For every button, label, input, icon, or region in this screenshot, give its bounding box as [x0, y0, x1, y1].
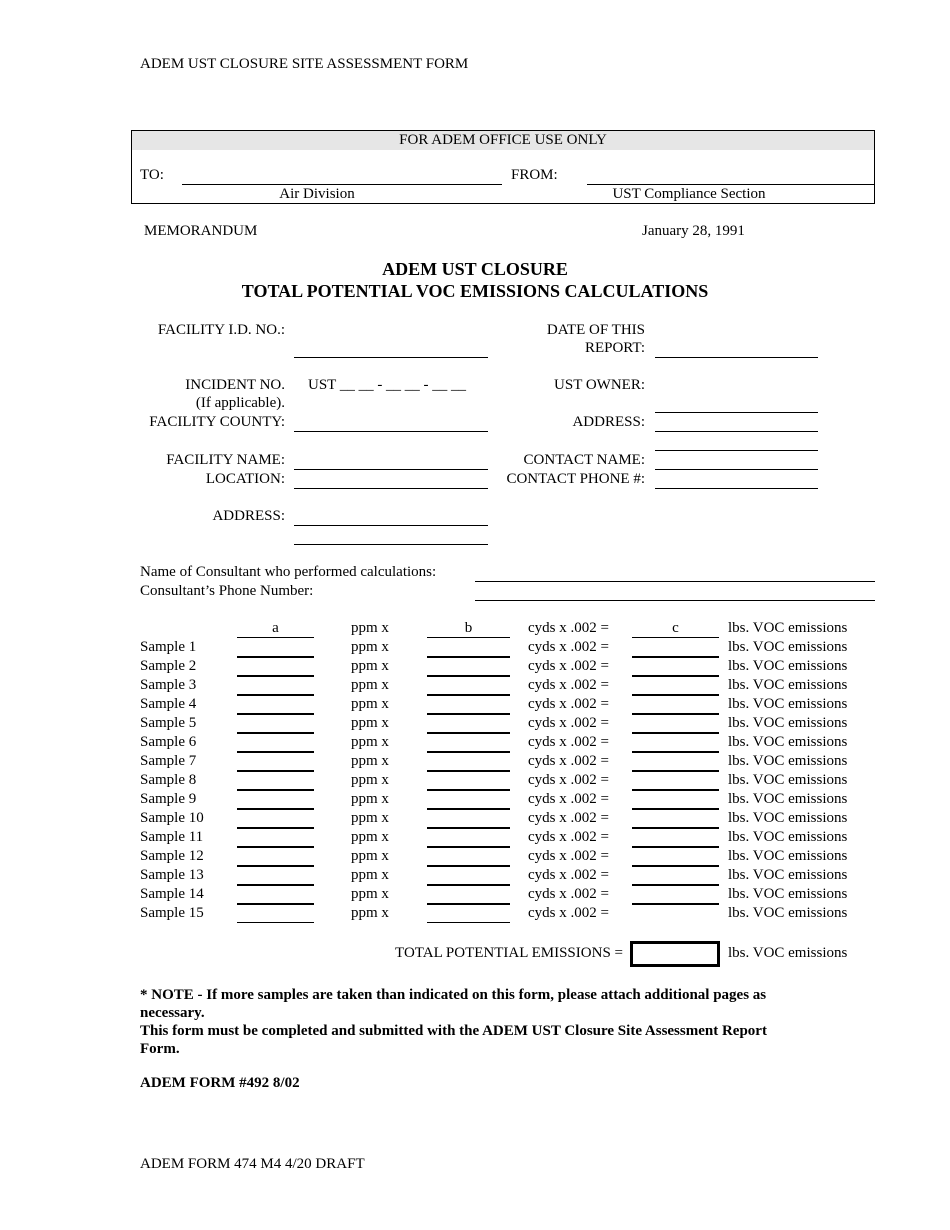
sample-lbs-label: lbs. VOC emissions: [728, 677, 848, 693]
sample-ppm-label: ppm x: [351, 791, 389, 807]
header-ppm: ppm x: [351, 620, 389, 636]
location-label: LOCATION:: [205, 471, 285, 487]
sample-label: Sample 5: [140, 715, 197, 731]
facility-id-label: FACILITY I.D. NO.:: [157, 322, 285, 338]
sample-cyds-label: cyds x .002 =: [528, 715, 609, 731]
footer-draft: ADEM FORM 474 M4 4/20 DRAFT: [140, 1156, 365, 1172]
col-b-header: b: [427, 620, 510, 638]
sample-a-field[interactable]: [237, 789, 314, 791]
sample-b-field[interactable]: [427, 713, 510, 715]
sample-label: Sample 12: [140, 848, 204, 864]
total-lbs-label: lbs. VOC emissions: [728, 945, 848, 961]
consultant-phone-field[interactable]: [475, 600, 875, 601]
note-submission: This form must be completed and submitted with the ADEM UST Closure Site Assessment Report Form.: [140, 1023, 767, 1057]
sample-ppm-label: ppm x: [351, 734, 389, 750]
sample-b-field[interactable]: [427, 808, 510, 810]
facility-name-field[interactable]: [294, 469, 488, 470]
sample-b-field[interactable]: [427, 884, 510, 886]
sample-lbs-label: lbs. VOC emissions: [728, 905, 848, 921]
sample-a-field[interactable]: [237, 846, 314, 848]
sample-ppm-label: ppm x: [351, 829, 389, 845]
sample-c-field[interactable]: [632, 675, 719, 677]
sample-a-field[interactable]: [237, 865, 314, 867]
sample-ppm-label: ppm x: [351, 715, 389, 731]
sample-cyds-label: cyds x .002 =: [528, 791, 609, 807]
sample-c-field[interactable]: [632, 846, 719, 848]
sample-a-field[interactable]: [237, 903, 314, 905]
sample-a-field[interactable]: [237, 675, 314, 677]
from-field[interactable]: [587, 184, 875, 185]
if-applicable-label: (If applicable).: [195, 395, 285, 411]
sample-a-field[interactable]: [237, 694, 314, 696]
sample-cyds-label: cyds x .002 =: [528, 658, 609, 674]
date-report-field[interactable]: [655, 357, 818, 358]
header-lbs: lbs. VOC emissions: [728, 620, 848, 636]
sample-label: Sample 11: [140, 829, 204, 845]
sample-a-field[interactable]: [237, 732, 314, 734]
sample-c-field[interactable]: [632, 808, 719, 810]
sample-cyds-label: cyds x .002 =: [528, 696, 609, 712]
contact-phone-field[interactable]: [655, 488, 818, 489]
owner-address-field-1[interactable]: [655, 431, 818, 432]
sample-lbs-label: lbs. VOC emissions: [728, 715, 848, 731]
from-subtitle: UST Compliance Section: [612, 186, 766, 202]
sample-lbs-label: lbs. VOC emissions: [728, 867, 848, 883]
facility-address-label: ADDRESS:: [212, 508, 285, 524]
office-use-header: FOR ADEM OFFICE USE ONLY: [132, 131, 874, 150]
sample-b-field[interactable]: [427, 694, 510, 696]
sample-b-field[interactable]: [427, 922, 510, 923]
sample-label: Sample 4: [140, 696, 197, 712]
sample-label: Sample 6: [140, 734, 197, 750]
sample-label: Sample 3: [140, 677, 197, 693]
sample-a-field[interactable]: [237, 656, 314, 658]
contact-phone-label: CONTACT PHONE #:: [506, 471, 645, 487]
sample-label: Sample 8: [140, 772, 197, 788]
sample-cyds-label: cyds x .002 =: [528, 867, 609, 883]
to-subtitle: Air Division: [279, 186, 355, 202]
owner-address-label: ADDRESS:: [572, 414, 645, 430]
sample-lbs-label: lbs. VOC emissions: [728, 696, 848, 712]
sample-a-field[interactable]: [237, 827, 314, 829]
note-more-samples: * NOTE - If more samples are taken than indicated on this form, please attach additional pages as necessary.: [140, 987, 767, 1021]
sample-c-field[interactable]: [632, 656, 719, 658]
sample-b-field[interactable]: [427, 770, 510, 772]
sample-ppm-label: ppm x: [351, 867, 389, 883]
sample-c-field[interactable]: [632, 694, 719, 696]
sample-ppm-label: ppm x: [351, 772, 389, 788]
facility-address-field-2[interactable]: [294, 544, 488, 545]
sample-label: Sample 1: [140, 639, 197, 655]
sample-b-field[interactable]: [427, 827, 510, 829]
to-label: TO:: [140, 167, 164, 183]
date-report-label-1: DATE OF THIS: [546, 322, 645, 338]
sample-b-field[interactable]: [427, 903, 510, 905]
sample-label: Sample 9: [140, 791, 197, 807]
sample-b-field[interactable]: [427, 656, 510, 658]
sample-b-field[interactable]: [427, 789, 510, 791]
form-number: ADEM FORM #492 8/02: [140, 1075, 300, 1091]
sample-b-field[interactable]: [427, 675, 510, 677]
owner-address-field-2[interactable]: [655, 450, 818, 451]
sample-cyds-label: cyds x .002 =: [528, 905, 609, 921]
sample-b-field[interactable]: [427, 732, 510, 734]
total-emissions-box[interactable]: [630, 941, 720, 967]
sample-c-field[interactable]: [632, 732, 719, 734]
sample-label: Sample 2: [140, 658, 197, 674]
sample-a-field[interactable]: [237, 922, 314, 923]
sample-lbs-label: lbs. VOC emissions: [728, 734, 848, 750]
sample-cyds-label: cyds x .002 =: [528, 734, 609, 750]
form-header-title: ADEM UST CLOSURE SITE ASSESSMENT FORM: [140, 56, 469, 72]
consultant-name-field[interactable]: [475, 581, 875, 582]
sample-cyds-label: cyds x .002 =: [528, 772, 609, 788]
sample-label: Sample 10: [140, 810, 204, 826]
sample-lbs-label: lbs. VOC emissions: [728, 829, 848, 845]
sample-c-field[interactable]: [632, 827, 719, 829]
sample-a-field[interactable]: [237, 884, 314, 886]
sample-lbs-label: lbs. VOC emissions: [728, 848, 848, 864]
incident-no-mask[interactable]: UST __ __ - __ __ - __ __: [308, 377, 467, 393]
sample-ppm-label: ppm x: [351, 810, 389, 826]
sample-c-field[interactable]: [632, 884, 719, 886]
sample-cyds-label: cyds x .002 =: [528, 753, 609, 769]
sample-c-field[interactable]: [632, 789, 719, 791]
sample-label: Sample 15: [140, 905, 204, 921]
sample-ppm-label: ppm x: [351, 753, 389, 769]
sample-cyds-label: cyds x .002 =: [528, 829, 609, 845]
sample-ppm-label: ppm x: [351, 658, 389, 674]
facility-id-field[interactable]: [294, 357, 488, 358]
sample-lbs-label: lbs. VOC emissions: [728, 810, 848, 826]
sample-b-field[interactable]: [427, 846, 510, 848]
sample-cyds-label: cyds x .002 =: [528, 677, 609, 693]
consultant-phone-label: Consultant’s Phone Number:: [140, 583, 314, 599]
facility-county-field[interactable]: [294, 431, 488, 432]
sample-lbs-label: lbs. VOC emissions: [728, 791, 848, 807]
sample-b-field[interactable]: [427, 751, 510, 753]
sample-ppm-label: ppm x: [351, 639, 389, 655]
sample-c-field[interactable]: [632, 713, 719, 715]
sample-label: Sample 14: [140, 886, 204, 902]
page-title-line2: TOTAL POTENTIAL VOC EMISSIONS CALCULATIONS: [241, 281, 709, 301]
from-label: FROM:: [511, 167, 558, 183]
sample-cyds-label: cyds x .002 =: [528, 810, 609, 826]
facility-name-label: FACILITY NAME:: [166, 452, 285, 468]
sample-ppm-label: ppm x: [351, 848, 389, 864]
facility-county-label: FACILITY COUNTY:: [149, 414, 285, 430]
header-cyds: cyds x .002 =: [528, 620, 609, 636]
sample-a-field[interactable]: [237, 751, 314, 753]
sample-ppm-label: ppm x: [351, 677, 389, 693]
sample-lbs-label: lbs. VOC emissions: [728, 886, 848, 902]
sample-b-field[interactable]: [427, 865, 510, 867]
ust-owner-label: UST OWNER:: [554, 377, 645, 393]
total-label: TOTAL POTENTIAL EMISSIONS =: [395, 945, 623, 961]
sample-ppm-label: ppm x: [351, 905, 389, 921]
col-a-header: a: [237, 620, 314, 638]
sample-ppm-label: ppm x: [351, 886, 389, 902]
to-field[interactable]: [182, 184, 502, 185]
location-field[interactable]: [294, 488, 488, 489]
incident-no-label: INCIDENT NO.: [185, 377, 285, 393]
sample-c-field[interactable]: [632, 751, 719, 753]
sample-lbs-label: lbs. VOC emissions: [728, 753, 848, 769]
sample-ppm-label: ppm x: [351, 696, 389, 712]
sample-cyds-label: cyds x .002 =: [528, 639, 609, 655]
sample-label: Sample 13: [140, 867, 204, 883]
col-c-header: c: [632, 620, 719, 638]
contact-name-label: CONTACT NAME:: [523, 452, 645, 468]
sample-a-field[interactable]: [237, 770, 314, 772]
sample-lbs-label: lbs. VOC emissions: [728, 658, 848, 674]
sample-lbs-label: lbs. VOC emissions: [728, 639, 848, 655]
contact-name-field[interactable]: [655, 469, 818, 470]
ust-owner-field[interactable]: [655, 412, 818, 413]
sample-cyds-label: cyds x .002 =: [528, 886, 609, 902]
sample-c-field[interactable]: [632, 865, 719, 867]
sample-lbs-label: lbs. VOC emissions: [728, 772, 848, 788]
consultant-name-label: Name of Consultant who performed calculations:: [140, 564, 437, 580]
sample-c-field[interactable]: [632, 903, 719, 905]
memo-date: January 28, 1991: [642, 223, 745, 239]
sample-a-field[interactable]: [237, 713, 314, 715]
sample-a-field[interactable]: [237, 808, 314, 810]
page-title-line1: ADEM UST CLOSURE: [382, 259, 568, 279]
sample-label: Sample 7: [140, 753, 197, 769]
memo-label: MEMORANDUM: [144, 223, 258, 239]
sample-cyds-label: cyds x .002 =: [528, 848, 609, 864]
date-report-label-2: REPORT:: [584, 340, 645, 356]
facility-address-field-1[interactable]: [294, 525, 488, 526]
sample-c-field[interactable]: [632, 770, 719, 772]
